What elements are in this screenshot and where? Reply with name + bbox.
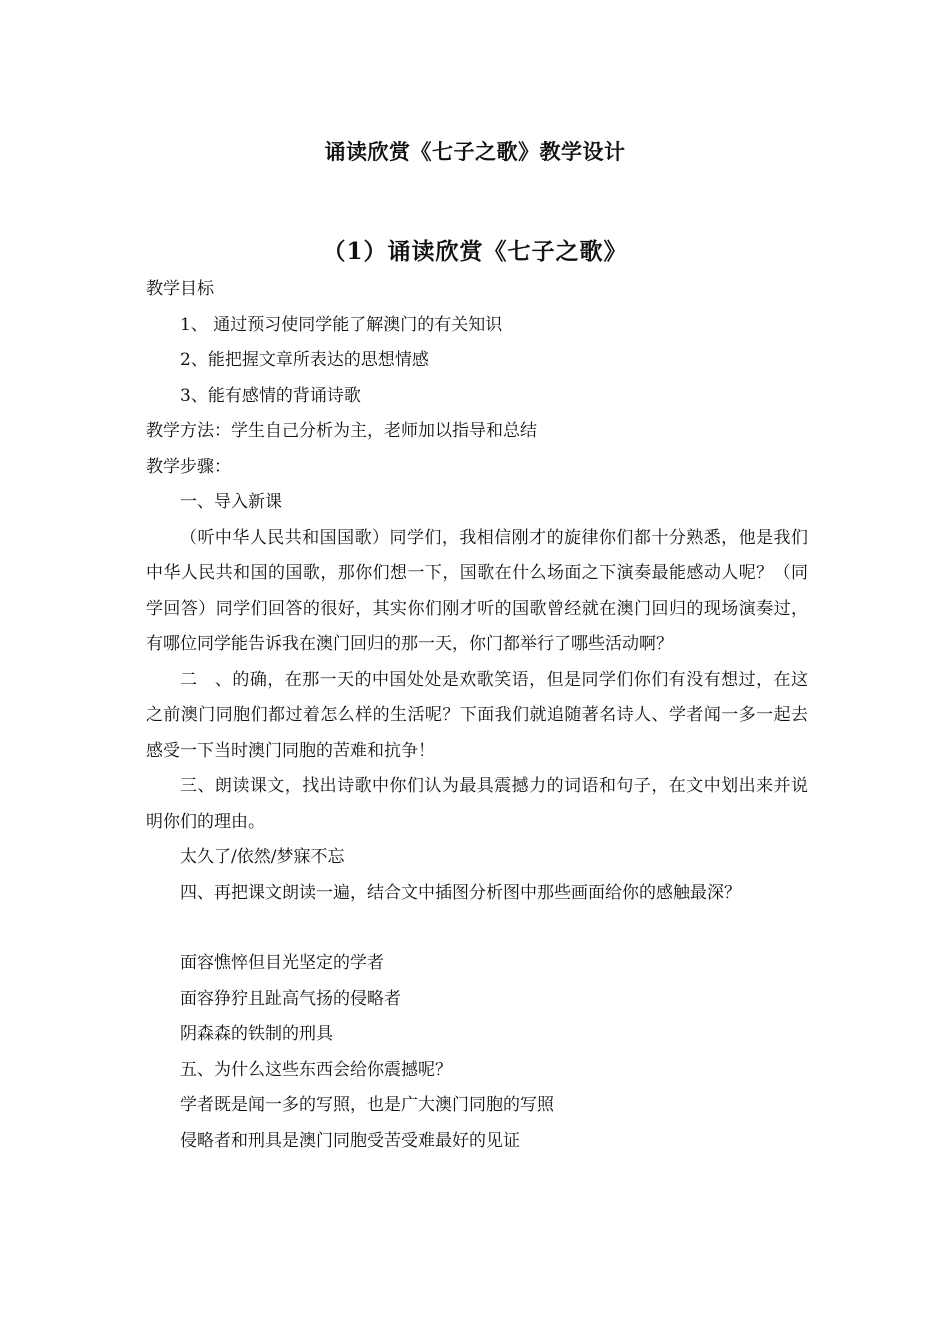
step4-paragraph: 四、再把课文朗读一遍，结合文中插图分析图中那些画面给你的感触最深？ (180, 882, 741, 903)
steps-heading: 教学步骤： (146, 456, 231, 477)
objective-item: 1、 通过预习使同学能了解澳门的有关知识 (180, 314, 503, 335)
step5-item: 侵略者和刑具是澳门同胞受苦受难最好的见证 (180, 1130, 520, 1151)
step3-paragraph: 三、朗读课文，找出诗歌中你们认为最具震撼力的词语和句子，在文中划出来并说明你们的理由。 (146, 776, 808, 832)
teaching-method: 教学方法：学生自己分析为主，老师加以指导和总结 (146, 421, 537, 441)
objective-item: 3、能有感情的背诵诗歌 (180, 385, 361, 406)
step2-paragraph: 二 、的确，在那一天的中国处处是欢歌笑语，但是同学们你们有没有想过，在这之前澳门同胞们都过着怎么样的生活呢？下面我们就追随著名诗人、学者闻一多一起去感受一下当时澳门同胞的苦难和抗争！ (146, 669, 808, 761)
step4-item: 面容狰狞且趾高气扬的侵略者 (180, 988, 401, 1009)
step3-example: 太久了/依然/梦寐不忘 (180, 847, 345, 867)
document-title: 诵读欣赏《七子之歌》教学设计 (324, 139, 626, 164)
step1-heading: 一、导入新课 (180, 492, 282, 512)
step5-item: 学者既是闻一多的写照，也是广大澳门同胞的写照 (180, 1095, 554, 1115)
step1-paragraph: （听中华人民共和国国歌）同学们，我相信刚才的旋律你们都十分熟悉，他是我们中华人民共和国的国歌，那你们想一下，国歌在什么场面之下演奏最能感动人呢？（同学回答）同学们回答的很好，其实你们刚才听的国歌曾经就在澳门回归的现场演奏过，有哪位同学能告诉我在澳门回归的那一天，你门都举行了哪些活动啊？ (146, 527, 808, 654)
section-title: （1）诵读欣赏《七子之歌》 (322, 238, 628, 265)
step4-item: 阴森森的铁制的刑具 (180, 1024, 333, 1044)
document-body (146, 272, 808, 1159)
step4-item: 面容憔悴但目光坚定的学者 (180, 953, 384, 973)
objective-item: 2、能把握文章所表达的思想情感 (180, 350, 429, 370)
blank-line (146, 911, 808, 946)
step5-heading: 五、为什么这些东西会给你震撼呢？ (180, 1059, 452, 1080)
objectives-heading: 教学目标 (146, 279, 214, 299)
